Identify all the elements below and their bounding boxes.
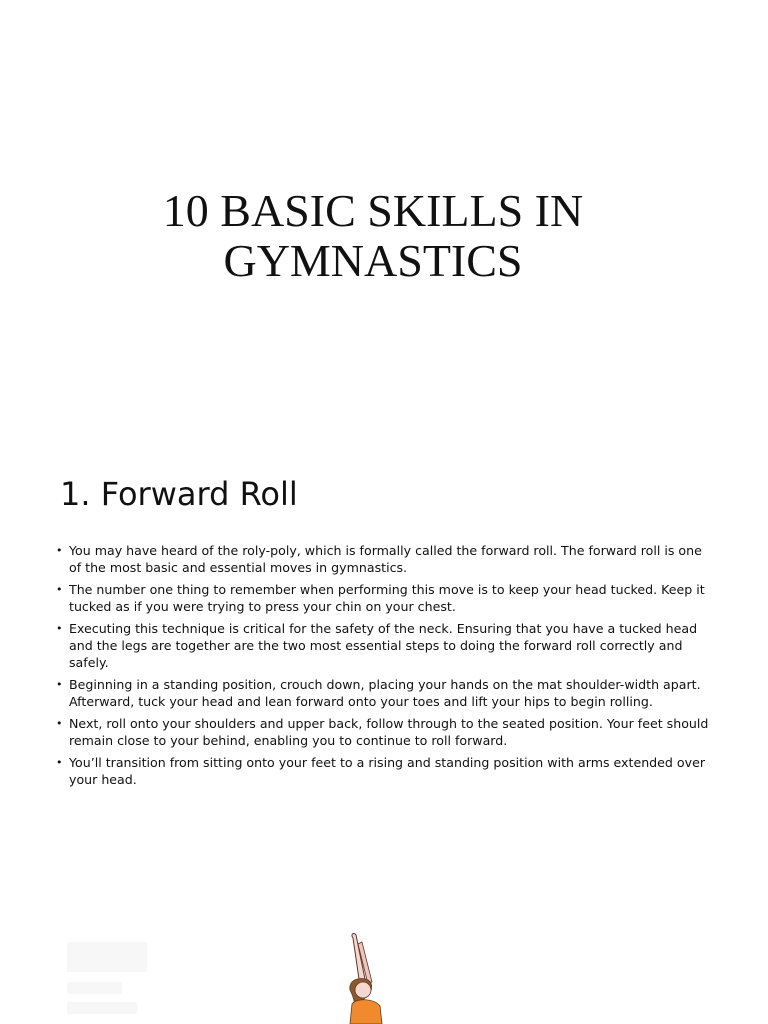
- bullet-text: The number one thing to remember when performing this move is to keep your head tucked. Keep it tucked as if you were trying to press your chin on your chest.: [69, 582, 705, 614]
- bullet-text: Beginning in a standing position, crouch down, placing your hands on the mat shoulder-width apart. Afterward, tuck your head and lean forward onto your toes and lift your hips to begin rolling.: [69, 677, 701, 709]
- bullet-dot-icon: •: [56, 583, 63, 596]
- bullet-list: [56, 542, 716, 793]
- bullet-text: Next, roll onto your shoulders and upper back, follow through to the seated position. Your feet should remain close to your behind, enabling you to continue to roll forward.: [69, 716, 709, 748]
- gymnast-face: [355, 982, 371, 998]
- title-slide: [0, 0, 768, 432]
- section-heading: 1. Forward Roll: [60, 475, 298, 513]
- bullet-dot-icon: •: [56, 756, 63, 769]
- bullet-text: Executing this technique is critical for the safety of the neck. Ensuring that you have a tucked head and the legs are together are the two most essential steps to doing the forward roll correctly and safely.: [69, 621, 698, 670]
- bullet-dot-icon: •: [56, 544, 63, 557]
- gymnast-leotard: [350, 1000, 382, 1024]
- bullet-item: [56, 754, 716, 788]
- bullet-item: [56, 620, 716, 671]
- title-line-2: GYMNASTICS: [223, 235, 523, 286]
- bullet-dot-icon: •: [56, 717, 63, 730]
- document-title: [0, 186, 746, 286]
- bullet-item: [56, 676, 716, 710]
- bullet-dot-icon: •: [56, 678, 63, 691]
- bullet-dot-icon: •: [56, 622, 63, 635]
- title-line-1: 10 BASIC SKILLS IN: [162, 185, 584, 236]
- bullet-text: You’ll transition from sitting onto your feet to a rising and standing position with arms extended over your head.: [69, 755, 705, 787]
- faint-background-mark-icon: [62, 937, 152, 1024]
- bullet-item: [56, 715, 716, 749]
- bullet-item: [56, 542, 716, 576]
- content-slide: [0, 432, 768, 1024]
- gymnast-figure-icon: [336, 932, 396, 1024]
- bullet-item: [56, 581, 716, 615]
- bullet-text: You may have heard of the roly-poly, which is formally called the forward roll. The forward roll is one of the most basic and essential moves in gymnastics.: [69, 543, 702, 575]
